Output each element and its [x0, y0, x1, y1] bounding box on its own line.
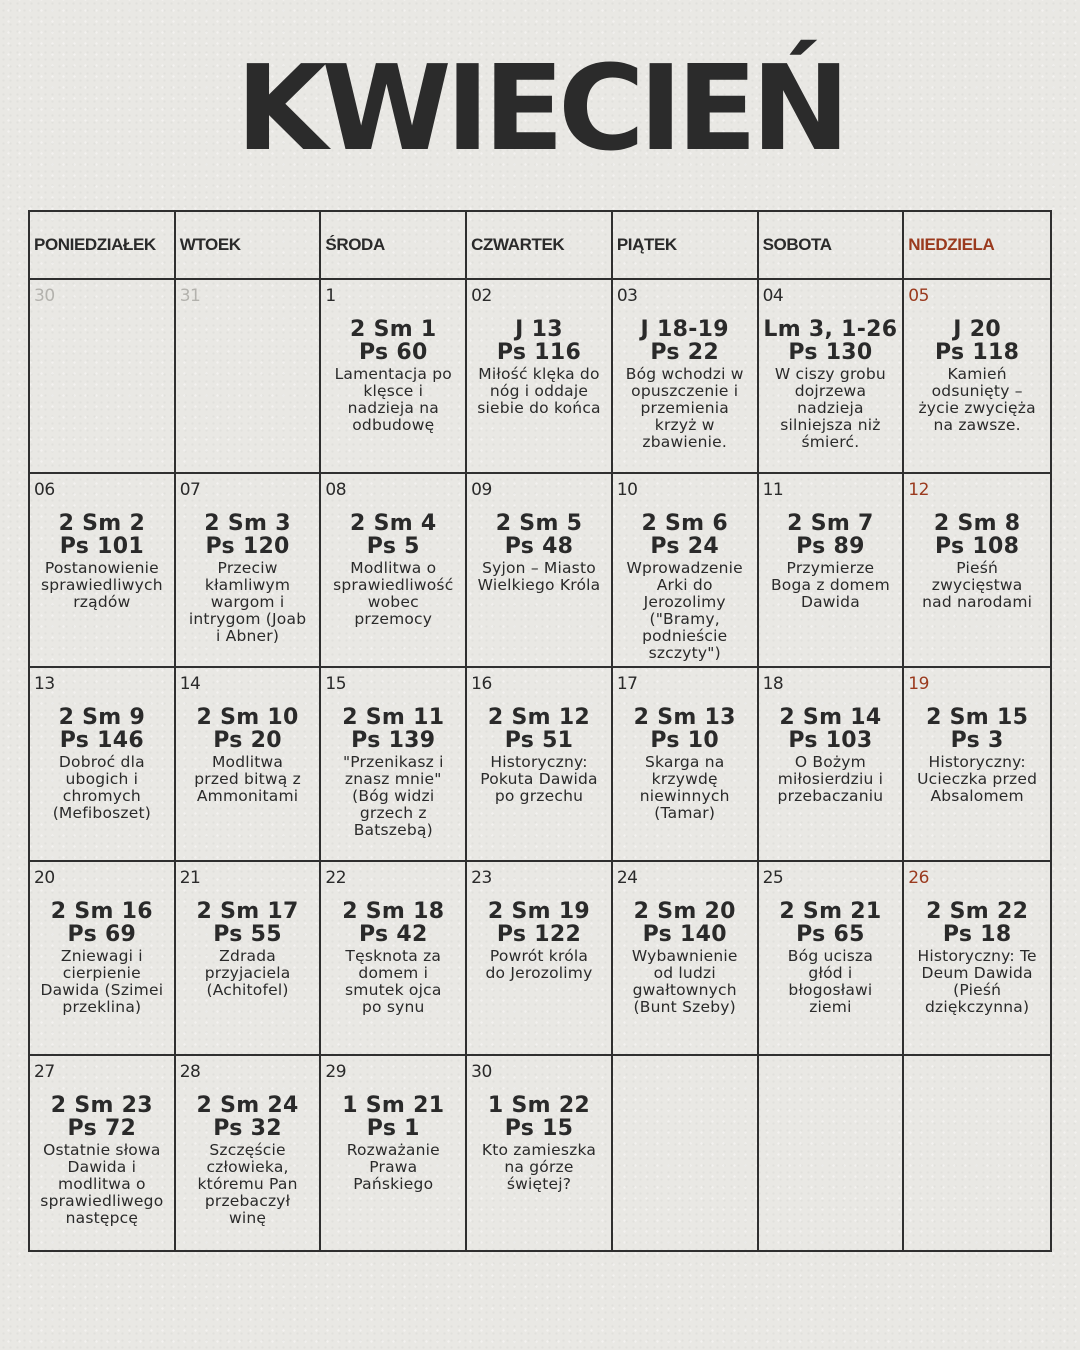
- day-description: O Bożym miłosierdziu i przebaczaniu: [777, 753, 884, 805]
- page-title: KWIECIEŃ: [236, 39, 844, 177]
- day-number: 17: [616, 674, 638, 694]
- psalm-ref: Ps 32: [213, 1116, 282, 1141]
- day-cell: [30, 1056, 176, 1250]
- day-number: 03: [616, 286, 638, 306]
- day-cell: [176, 1056, 322, 1250]
- reading-ref: J 18-19: [640, 317, 729, 342]
- day-number: 07: [179, 480, 201, 500]
- day-cell: [759, 474, 905, 668]
- day-content: [759, 318, 903, 451]
- day-content: [467, 706, 611, 805]
- psalm-ref: Ps 1: [366, 1116, 420, 1141]
- day-number: 23: [471, 868, 492, 888]
- psalm-ref: Ps 116: [496, 340, 582, 365]
- day-number: 05: [908, 286, 929, 306]
- day-description: Zniewagi i cierpienie Dawida (Szimei przeklina): [40, 947, 164, 1016]
- day-cell: [904, 280, 1050, 474]
- day-cell: [759, 1056, 905, 1250]
- weekday-header: CZWARTEK: [467, 212, 613, 280]
- day-cell: [176, 862, 322, 1056]
- day-description: Postanowienie sprawiedliwych rządów: [40, 559, 163, 611]
- day-number: 02: [471, 286, 492, 306]
- day-content: [467, 318, 611, 417]
- day-description: Kamień odsunięty – życie zwycięża na zawsze.: [918, 365, 1036, 434]
- day-number: 06: [34, 480, 55, 500]
- psalm-ref: Ps 108: [935, 534, 1020, 559]
- reading-ref: 2 Sm 9: [58, 705, 146, 730]
- psalm-ref: Ps 140: [642, 922, 727, 947]
- day-number: 28: [179, 1062, 201, 1082]
- reading-ref: J 20: [953, 317, 1001, 342]
- psalm-ref: Ps 120: [205, 534, 290, 559]
- psalm-ref: Ps 130: [788, 340, 873, 365]
- day-cell: [321, 280, 467, 474]
- reading-ref: 2 Sm 12: [487, 705, 591, 730]
- day-description: Lamentacja po klęsce i nadzieja na odbudowę: [334, 365, 452, 434]
- reading-ref: 2 Sm 22: [926, 899, 1029, 924]
- reading-ref: 2 Sm 7: [787, 511, 874, 536]
- day-number: 21: [179, 868, 201, 888]
- day-description: Historyczny: Ucieczka przed Absalomem: [917, 753, 1038, 805]
- psalm-ref: Ps 55: [213, 922, 282, 947]
- day-description: Wprowadzenie Arki do Jerozolimy ("Bramy, podnieście szczyty"): [626, 559, 743, 662]
- reading-ref: 2 Sm 23: [50, 1093, 153, 1118]
- psalm-ref: Ps 122: [496, 922, 582, 947]
- day-cell: [613, 280, 759, 474]
- reading-ref: 2 Sm 4: [350, 511, 437, 536]
- day-content: [613, 706, 757, 822]
- psalm-ref: Ps 42: [358, 922, 428, 947]
- day-number: 24: [616, 868, 638, 888]
- day-content: [321, 706, 465, 839]
- day-content: [904, 706, 1050, 805]
- day-description: Szczęście człowieka, któremu Pan przebaczył winę: [197, 1141, 298, 1227]
- day-description: Pieśń zwycięstwa nad narodami: [922, 559, 1033, 611]
- day-description: Syjon – Miasto Wielkiego Króla: [477, 559, 601, 594]
- day-content: [30, 706, 174, 822]
- day-description: Powrót króla do Jerozolimy: [485, 947, 593, 982]
- day-content: [759, 512, 903, 611]
- calendar-grid: [28, 210, 1052, 1252]
- reading-ref: 2 Sm 15: [926, 705, 1029, 730]
- day-number: 13: [34, 674, 55, 694]
- day-description: Historyczny: Pokuta Dawida po grzechu: [480, 753, 598, 805]
- day-content: [321, 900, 465, 1016]
- day-cell: [30, 280, 176, 474]
- day-cell: [904, 1056, 1050, 1250]
- reading-ref: 2 Sm 2: [58, 511, 146, 536]
- day-content: [176, 512, 320, 645]
- day-cell: [759, 280, 905, 474]
- day-description: Tęsknota za domem i smutek ojca po synu: [345, 947, 442, 1016]
- weekday-header: PIĄTEK: [613, 212, 759, 280]
- reading-ref: 2 Sm 20: [633, 899, 736, 924]
- day-description: Modlitwa o sprawiedliwość wobec przemocy: [333, 559, 454, 628]
- day-description: Przeciw kłamliwym wargom i intrygom (Joab i Abner): [188, 559, 307, 645]
- psalm-ref: Ps 51: [504, 728, 574, 753]
- day-description: Ostatnie słowa Dawida i modlitwa o sprawiedliwego następcę: [40, 1141, 164, 1227]
- day-number: 11: [762, 480, 784, 500]
- day-cell: [30, 668, 176, 862]
- psalm-ref: Ps 10: [650, 728, 719, 753]
- day-content: [467, 900, 611, 982]
- day-content: [176, 1094, 320, 1227]
- day-number: 20: [34, 868, 55, 888]
- day-cell: [904, 862, 1050, 1056]
- day-cell: [321, 1056, 467, 1250]
- day-content: [467, 512, 611, 594]
- psalm-ref: Ps 48: [504, 534, 574, 559]
- day-number: 19: [908, 674, 929, 694]
- day-number: 27: [34, 1062, 55, 1082]
- day-content: [321, 1094, 465, 1193]
- psalm-ref: Ps 24: [650, 534, 719, 559]
- day-content: [759, 900, 903, 1016]
- day-content: [176, 706, 320, 805]
- day-content: [30, 512, 174, 611]
- day-description: Miłość klęka do nóg i oddaje siebie do końca: [477, 365, 601, 417]
- day-cell: [904, 474, 1050, 668]
- psalm-ref: Ps 139: [351, 728, 436, 753]
- day-content: [321, 318, 465, 434]
- day-content: [467, 1094, 611, 1193]
- day-number: 22: [325, 868, 347, 888]
- day-description: Dobroć dla ubogich i chromych (Mefiboszet): [52, 753, 152, 822]
- day-cell: [759, 668, 905, 862]
- day-content: [613, 512, 757, 662]
- day-description: "Przenikasz i znasz mnie" (Bóg widzi grzech z Batszebą): [342, 753, 444, 839]
- day-content: [30, 900, 174, 1016]
- day-cell: [467, 668, 613, 862]
- day-cell: [613, 474, 759, 668]
- psalm-ref: Ps 20: [213, 728, 282, 753]
- day-cell: [176, 668, 322, 862]
- reading-ref: 2 Sm 3: [204, 511, 291, 536]
- psalm-ref: Ps 101: [59, 534, 144, 559]
- reading-ref: 2 Sm 14: [779, 705, 882, 730]
- day-cell: [613, 1056, 759, 1250]
- reading-ref: J 13: [515, 317, 563, 342]
- day-cell: [613, 668, 759, 862]
- psalm-ref: Ps 22: [650, 340, 719, 365]
- day-description: Bóg ucisza głód i błogosławi ziemi: [787, 947, 874, 1016]
- day-cell: [467, 1056, 613, 1250]
- day-number: 30: [471, 1062, 492, 1082]
- day-cell: [321, 862, 467, 1056]
- psalm-ref: Ps 89: [796, 534, 865, 559]
- day-content: [30, 1094, 174, 1227]
- reading-ref: 1 Sm 21: [342, 1093, 445, 1118]
- day-cell: [467, 280, 613, 474]
- day-number: 16: [471, 674, 492, 694]
- day-content: [176, 900, 320, 999]
- day-number: 25: [762, 868, 784, 888]
- day-description: Zdrada przyjaciela (Achitofel): [204, 947, 291, 999]
- psalm-ref: Ps 72: [67, 1116, 137, 1141]
- day-cell: [904, 668, 1050, 862]
- day-content: [904, 318, 1050, 434]
- day-number: 26: [908, 868, 929, 888]
- reading-ref: 2 Sm 6: [641, 511, 728, 536]
- day-content: [904, 900, 1050, 1016]
- day-cell: [467, 474, 613, 668]
- reading-ref: 2 Sm 24: [196, 1093, 299, 1118]
- day-number: 09: [471, 480, 492, 500]
- reading-ref: 2 Sm 8: [933, 511, 1021, 536]
- psalm-ref: Ps 15: [504, 1116, 574, 1141]
- psalm-ref: Ps 5: [366, 534, 420, 559]
- day-description: Kto zamieszka na górze świętej?: [481, 1141, 597, 1193]
- day-number: 15: [325, 674, 347, 694]
- day-number: 14: [179, 674, 201, 694]
- day-number: 30: [34, 286, 55, 306]
- day-cell: [30, 862, 176, 1056]
- psalm-ref: Ps 118: [935, 340, 1020, 365]
- reading-ref: 2 Sm 10: [196, 705, 299, 730]
- day-description: Wybawnienie od ludzi gwałtownych (Bunt Szeby): [631, 947, 738, 1016]
- day-cell: [613, 862, 759, 1056]
- day-cell: [759, 862, 905, 1056]
- day-number: 18: [762, 674, 784, 694]
- reading-ref: 2 Sm 19: [487, 899, 591, 924]
- day-cell: [30, 474, 176, 668]
- day-content: [321, 512, 465, 628]
- day-number: 1: [325, 286, 336, 306]
- reading-ref: 2 Sm 17: [196, 899, 299, 924]
- psalm-ref: Ps 103: [788, 728, 873, 753]
- weekday-header: PONIEDZIAŁEK: [30, 212, 176, 280]
- day-description: Historyczny: Te Deum Dawida (Pieśń dziękczynna): [917, 947, 1037, 1016]
- day-cell: [176, 280, 322, 474]
- reading-ref: 2 Sm 5: [495, 511, 583, 536]
- weekday-header: WTOEK: [176, 212, 322, 280]
- day-content: [613, 900, 757, 1016]
- reading-ref: Lm 3, 1-26: [763, 317, 898, 342]
- day-number: 29: [325, 1062, 347, 1082]
- psalm-ref: Ps 18: [942, 922, 1012, 947]
- day-content: [613, 318, 757, 451]
- day-number: 31: [179, 286, 201, 306]
- day-description: Bóg wchodzi w opuszczenie i przemienia krzyż w zbawienie.: [625, 365, 744, 451]
- psalm-ref: Ps 3: [950, 728, 1004, 753]
- day-content: [904, 512, 1050, 611]
- day-cell: [321, 668, 467, 862]
- weekday-header: SOBOTA: [759, 212, 905, 280]
- day-description: Modlitwa przed bitwą z Ammonitami: [194, 753, 301, 805]
- day-cell: [176, 474, 322, 668]
- psalm-ref: Ps 69: [67, 922, 137, 947]
- reading-ref: 2 Sm 18: [342, 899, 445, 924]
- day-number: 08: [325, 480, 347, 500]
- day-description: Przymierze Boga z domem Dawida: [770, 559, 890, 611]
- reading-ref: 2 Sm 16: [50, 899, 153, 924]
- reading-ref: 2 Sm 13: [633, 705, 736, 730]
- weekday-header: ŚRODA: [321, 212, 467, 280]
- psalm-ref: Ps 65: [796, 922, 865, 947]
- reading-ref: 1 Sm 22: [487, 1093, 591, 1118]
- reading-ref: 2 Sm 11: [342, 705, 445, 730]
- day-cell: [321, 474, 467, 668]
- day-description: Skarga na krzywdę niewinnych (Tamar): [639, 753, 730, 822]
- weekday-header: NIEDZIELA: [904, 212, 1050, 280]
- reading-ref: 2 Sm 21: [779, 899, 882, 924]
- day-number: 10: [616, 480, 638, 500]
- day-number: 04: [762, 286, 784, 306]
- day-number: 12: [908, 480, 929, 500]
- day-description: Rozważanie Prawa Pańskiego: [346, 1141, 440, 1193]
- day-cell: [467, 862, 613, 1056]
- psalm-ref: Ps 60: [358, 340, 428, 365]
- reading-ref: 2 Sm 1: [350, 317, 437, 342]
- psalm-ref: Ps 146: [59, 728, 144, 753]
- day-description: W ciszy grobu dojrzewa nadzieja silniejsza niż śmierć.: [774, 365, 886, 451]
- day-content: [759, 706, 903, 805]
